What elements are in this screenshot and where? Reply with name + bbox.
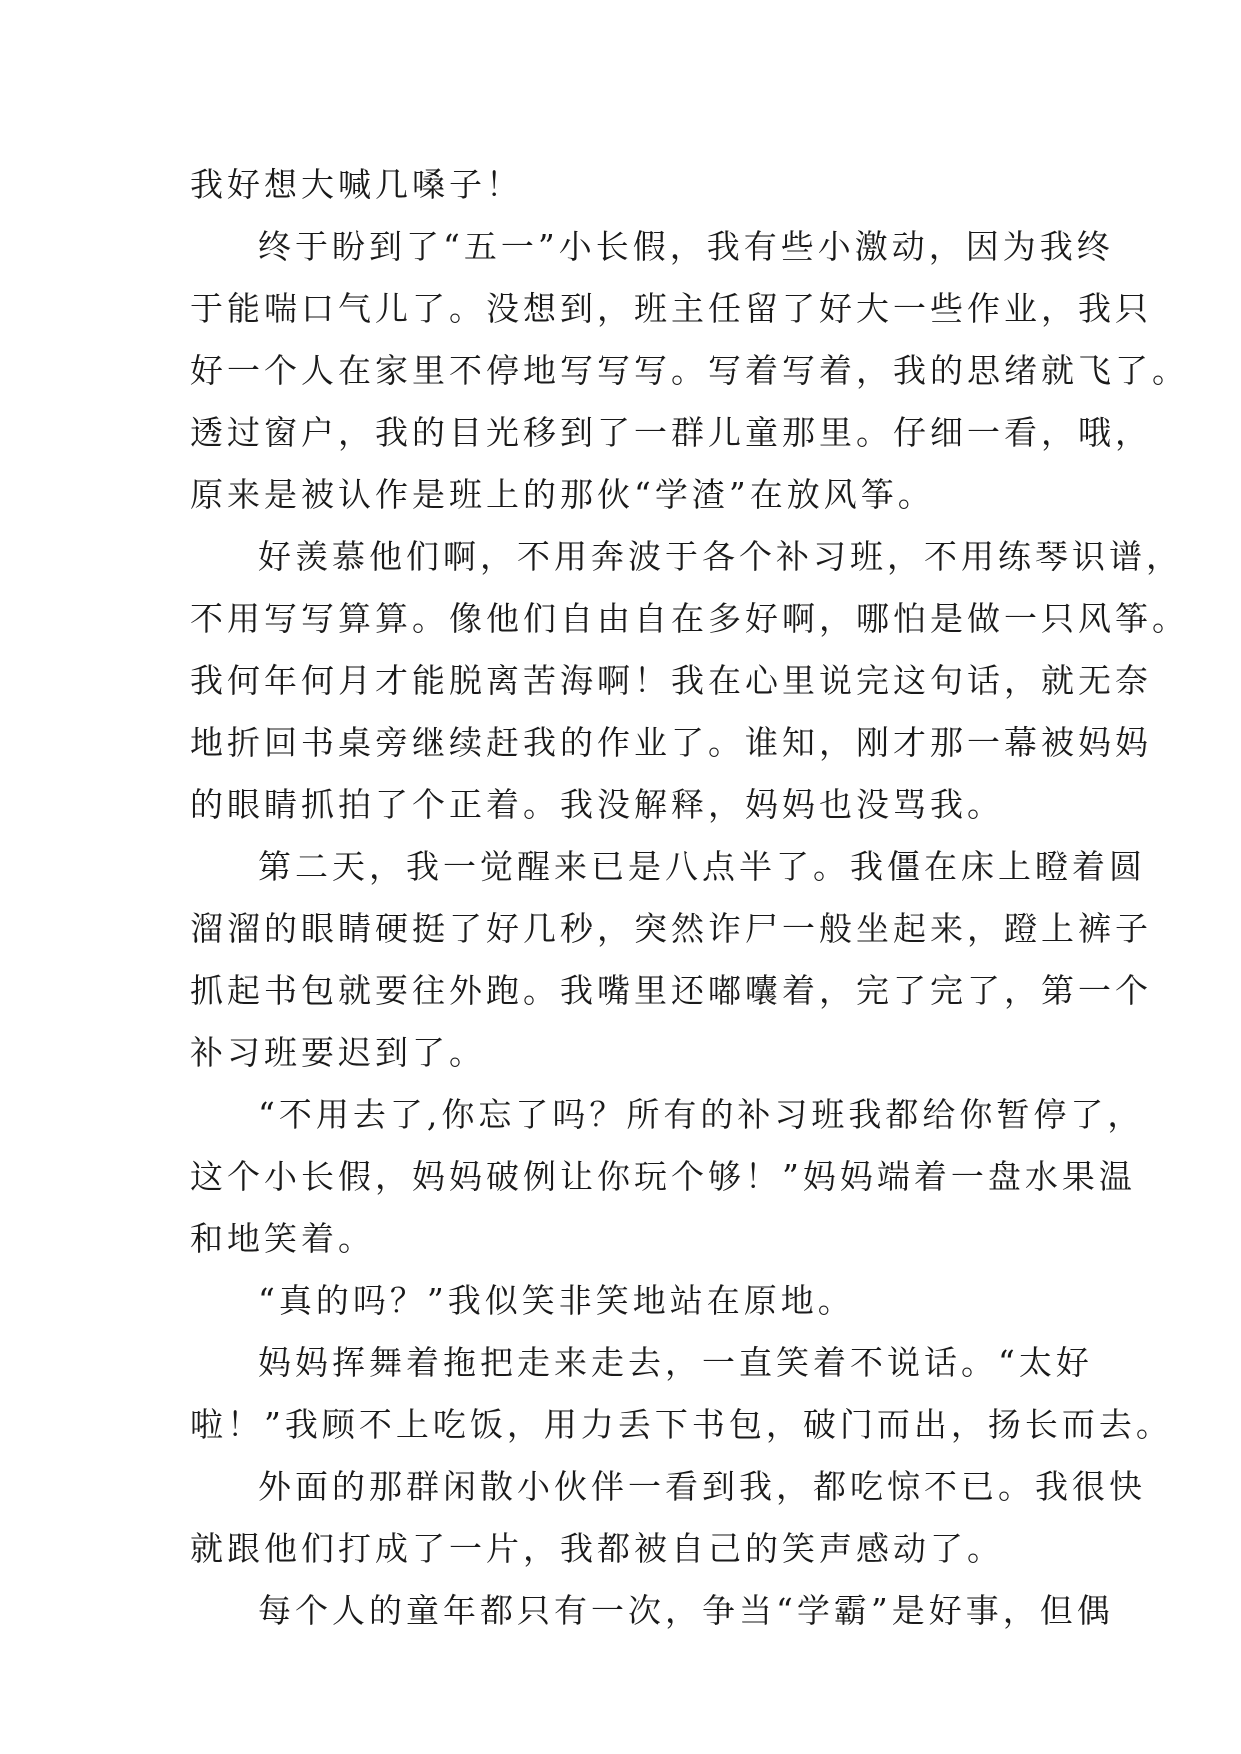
text-line: 外面的那群闲散小伙伴一看到我，都吃惊不已。我很快 <box>258 1467 1146 1506</box>
text-line: “真的吗？”我似笑非笑地站在原地。 <box>258 1281 855 1320</box>
text-line: 于能喘口气儿了。没想到，班主任留了好大一些作业，我只 <box>190 289 1152 328</box>
text-line: 第二天，我一觉醒来已是八点半了。我僵在床上瞪着圆 <box>258 847 1146 886</box>
text-line: 妈妈挥舞着拖把走来走去，一直笑着不说话。“太好 <box>258 1343 1093 1382</box>
text-line: 这个小长假，妈妈破例让你玩个够！”妈妈端着一盘水果温 <box>190 1157 1136 1196</box>
text-line: 抓起书包就要往外跑。我嘴里还嘟囔着，完了完了，第一个 <box>190 971 1152 1010</box>
text-line: 的眼睛抓拍了个正着。我没解释，妈妈也没骂我。 <box>190 785 1004 824</box>
text-line: 每个人的童年都只有一次，争当“学霸”是好事，但偶 <box>258 1591 1114 1630</box>
text-line: 原来是被认作是班上的那伙“学渣”在放风筝。 <box>190 475 935 514</box>
text-line: 啦！”我顾不上吃饭，用力丢下书包，破门而出，扬长而去。 <box>190 1405 1173 1444</box>
text-line: 透过窗户，我的目光移到了一群儿童那里。仔细一看，哦， <box>190 413 1152 452</box>
text-line: 就跟他们打成了一片，我都被自己的笑声感动了。 <box>190 1529 1004 1568</box>
text-line: 补习班要迟到了。 <box>190 1033 486 1072</box>
text-line: 我好想大喊几嗓子！ <box>190 165 523 204</box>
text-line: 溜溜的眼睛硬挺了好几秒，突然诈尸一般坐起来，蹬上裤子 <box>190 909 1152 948</box>
text-line: 地折回书桌旁继续赶我的作业了。谁知，刚才那一幕被妈妈 <box>190 723 1152 762</box>
text-line: 不用写写算算。像他们自由自在多好啊，哪怕是做一只风筝。 <box>190 599 1189 638</box>
text-line: 我何年何月才能脱离苦海啊！我在心里说完这句话，就无奈 <box>190 661 1152 700</box>
body-text <box>190 154 1189 1642</box>
text-line: 好羡慕他们啊，不用奔波于各个补习班，不用练琴识谱， <box>258 537 1183 576</box>
text-line: 终于盼到了“五一”小长假，我有些小激动，因为我终 <box>258 227 1114 266</box>
text-line: 好一个人在家里不停地写写写。写着写着，我的思绪就飞了。 <box>190 351 1189 390</box>
text-line: 和地笑着。 <box>190 1219 375 1258</box>
text-line: “不用去了,你忘了吗？所有的补习班我都给你暂停了， <box>258 1095 1145 1134</box>
